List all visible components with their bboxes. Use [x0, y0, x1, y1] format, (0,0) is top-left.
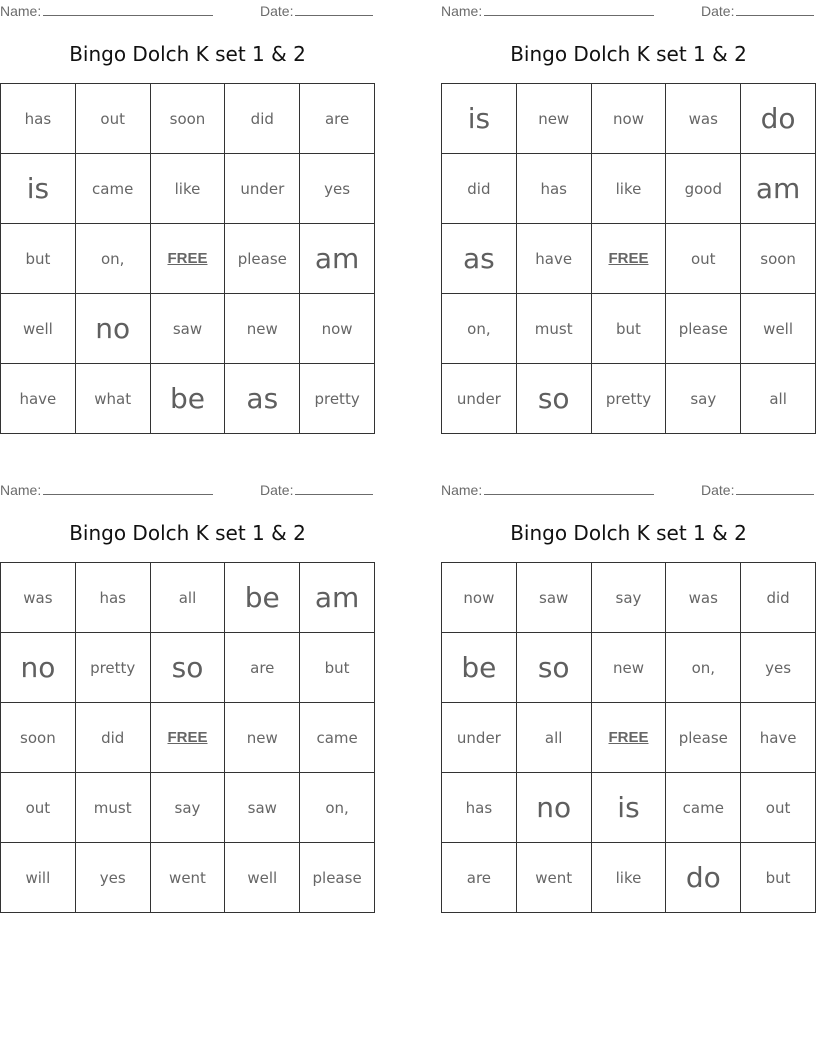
bingo-card-3: [0, 479, 375, 919]
bingo-cell: yes: [76, 843, 151, 913]
bingo-cell: under: [442, 703, 517, 773]
bingo-cell: did: [76, 703, 151, 773]
bingo-cell: please: [666, 294, 741, 364]
bingo-cell: will: [1, 843, 76, 913]
bingo-cell: under: [225, 154, 300, 224]
name-field: [441, 482, 654, 498]
bingo-cell: came: [76, 154, 151, 224]
bingo-cell: yes: [741, 633, 816, 703]
bingo-cell: did: [225, 84, 300, 154]
bingo-cell: no: [1, 633, 76, 703]
bingo-cell: new: [517, 84, 592, 154]
bingo-cell: all: [517, 703, 592, 773]
bingo-card-1: [0, 0, 375, 440]
bingo-cell: came: [300, 703, 375, 773]
name-label: Name:: [441, 482, 483, 498]
bingo-cell: as: [442, 224, 517, 294]
bingo-card-2: [441, 0, 816, 440]
bingo-cell: good: [666, 154, 741, 224]
name-blank: [43, 3, 213, 16]
date-label: Date:: [260, 482, 294, 498]
date-blank: [295, 3, 373, 16]
bingo-cell: are: [225, 633, 300, 703]
bingo-cell: what: [76, 364, 151, 434]
name-field: [0, 3, 213, 19]
bingo-cell: new: [225, 294, 300, 364]
bingo-cell: so: [517, 633, 592, 703]
bingo-cell: but: [1, 224, 76, 294]
bingo-cell: has: [76, 563, 151, 633]
date-label: Date:: [701, 482, 735, 498]
date-field: [260, 482, 373, 498]
bingo-cell: now: [592, 84, 667, 154]
date-blank: [736, 3, 814, 16]
name-field: [0, 482, 213, 498]
bingo-cell: out: [741, 773, 816, 843]
bingo-cell: be: [225, 563, 300, 633]
bingo-cell: did: [442, 154, 517, 224]
bingo-cell: like: [592, 154, 667, 224]
bingo-cell: went: [151, 843, 226, 913]
bingo-cell: yes: [300, 154, 375, 224]
bingo-cell: went: [517, 843, 592, 913]
bingo-cell: pretty: [592, 364, 667, 434]
bingo-cell: out: [666, 224, 741, 294]
bingo-cell: new: [225, 703, 300, 773]
bingo-cell: saw: [225, 773, 300, 843]
bingo-cell: have: [517, 224, 592, 294]
bingo-cell: but: [741, 843, 816, 913]
date-label: Date:: [701, 3, 735, 19]
bingo-cell: under: [442, 364, 517, 434]
bingo-cell: but: [592, 294, 667, 364]
date-blank: [295, 482, 373, 495]
bingo-cell: am: [300, 563, 375, 633]
name-blank: [484, 3, 654, 16]
bingo-cell: so: [517, 364, 592, 434]
bingo-cell: has: [442, 773, 517, 843]
bingo-cell: like: [151, 154, 226, 224]
bingo-cell: is: [592, 773, 667, 843]
bingo-cell: be: [442, 633, 517, 703]
bingo-grid: [441, 562, 816, 913]
bingo-cell: have: [1, 364, 76, 434]
bingo-cell: pretty: [76, 633, 151, 703]
date-label: Date:: [260, 3, 294, 19]
bingo-cell: well: [741, 294, 816, 364]
name-field: [441, 3, 654, 19]
bingo-cell: on,: [666, 633, 741, 703]
bingo-grid: [0, 83, 375, 434]
bingo-cell: out: [1, 773, 76, 843]
free-space: FREE: [151, 703, 226, 773]
date-blank: [736, 482, 814, 495]
bingo-cell: has: [517, 154, 592, 224]
bingo-cell: am: [300, 224, 375, 294]
name-label: Name:: [0, 3, 42, 19]
free-space: FREE: [592, 703, 667, 773]
bingo-cell: did: [741, 563, 816, 633]
bingo-grid: [0, 562, 375, 913]
bingo-cell: no: [76, 294, 151, 364]
bingo-cell: must: [76, 773, 151, 843]
bingo-cell: well: [225, 843, 300, 913]
bingo-cell: say: [151, 773, 226, 843]
bingo-cell: do: [741, 84, 816, 154]
bingo-cell: was: [666, 563, 741, 633]
bingo-cell: saw: [151, 294, 226, 364]
bingo-cell: say: [592, 563, 667, 633]
name-label: Name:: [0, 482, 42, 498]
bingo-cell: was: [1, 563, 76, 633]
name-blank: [484, 482, 654, 495]
bingo-cell: new: [592, 633, 667, 703]
bingo-cell: am: [741, 154, 816, 224]
bingo-cell: on,: [300, 773, 375, 843]
card-title: Bingo Dolch K set 1 & 2: [69, 42, 306, 66]
card-title: Bingo Dolch K set 1 & 2: [510, 521, 747, 545]
bingo-cell: say: [666, 364, 741, 434]
name-blank: [43, 482, 213, 495]
free-space: FREE: [592, 224, 667, 294]
bingo-cell: well: [1, 294, 76, 364]
bingo-cell: but: [300, 633, 375, 703]
bingo-cell: like: [592, 843, 667, 913]
card-title: Bingo Dolch K set 1 & 2: [69, 521, 306, 545]
bingo-cell: must: [517, 294, 592, 364]
bingo-cell: soon: [741, 224, 816, 294]
bingo-cell: please: [300, 843, 375, 913]
bingo-cell: out: [76, 84, 151, 154]
bingo-cell: have: [741, 703, 816, 773]
bingo-cell: now: [442, 563, 517, 633]
bingo-cell: be: [151, 364, 226, 434]
bingo-cell: no: [517, 773, 592, 843]
bingo-cell: saw: [517, 563, 592, 633]
bingo-cell: on,: [442, 294, 517, 364]
bingo-cell: do: [666, 843, 741, 913]
date-field: [701, 3, 814, 19]
bingo-cell: is: [1, 154, 76, 224]
card-title: Bingo Dolch K set 1 & 2: [510, 42, 747, 66]
free-space: FREE: [151, 224, 226, 294]
bingo-grid: [441, 83, 816, 434]
bingo-cell: has: [1, 84, 76, 154]
bingo-cell: came: [666, 773, 741, 843]
bingo-card-4: [441, 479, 816, 919]
name-label: Name:: [441, 3, 483, 19]
bingo-cell: now: [300, 294, 375, 364]
bingo-cell: pretty: [300, 364, 375, 434]
bingo-cell: all: [151, 563, 226, 633]
bingo-cell: are: [442, 843, 517, 913]
bingo-cell: soon: [151, 84, 226, 154]
bingo-cell: are: [300, 84, 375, 154]
bingo-cell: was: [666, 84, 741, 154]
bingo-cell: on,: [76, 224, 151, 294]
bingo-cell: all: [741, 364, 816, 434]
bingo-cell: is: [442, 84, 517, 154]
bingo-cell: so: [151, 633, 226, 703]
bingo-cell: please: [666, 703, 741, 773]
bingo-cell: soon: [1, 703, 76, 773]
bingo-cell: please: [225, 224, 300, 294]
date-field: [701, 482, 814, 498]
date-field: [260, 3, 373, 19]
bingo-cell: as: [225, 364, 300, 434]
